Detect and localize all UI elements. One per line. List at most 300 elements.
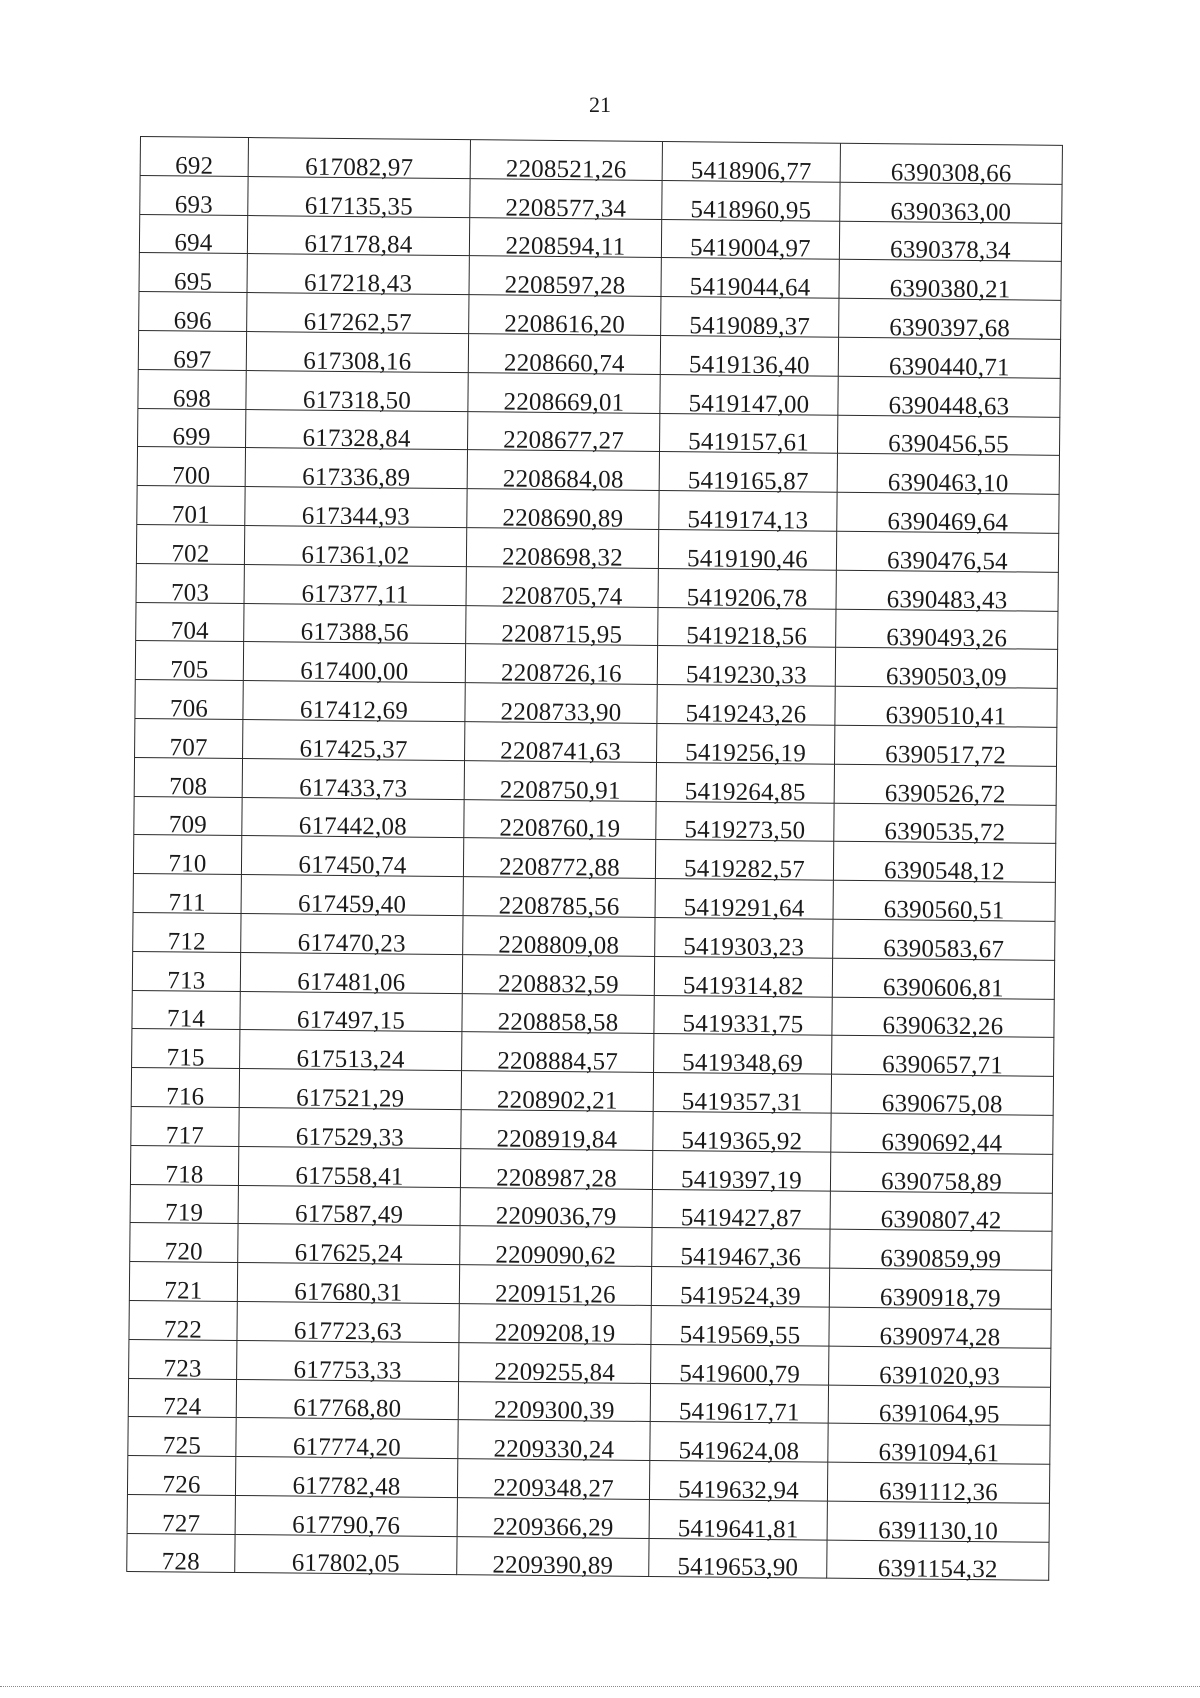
cell-text: 5418960,95 xyxy=(690,195,812,225)
value-cell xyxy=(240,1030,462,1074)
value-cell xyxy=(836,609,1058,653)
cell-text: 2209330,24 xyxy=(493,1435,615,1464)
value-cell xyxy=(833,842,1055,886)
cell-text: 711 xyxy=(168,889,206,917)
cell-text: 2208616,20 xyxy=(504,310,626,339)
cell-text: 2209090,62 xyxy=(495,1241,617,1270)
cell-text: 698 xyxy=(172,384,212,413)
cell-text: 617361,02 xyxy=(301,541,410,570)
value-cell xyxy=(837,415,1059,459)
point-number-cell xyxy=(133,912,241,956)
value-cell xyxy=(470,178,662,223)
value-cell xyxy=(457,1498,649,1542)
cell-text: 617513,24 xyxy=(296,1045,405,1074)
cell-text: 2208741,63 xyxy=(500,737,622,766)
value-cell xyxy=(247,293,469,337)
value-cell xyxy=(828,1385,1050,1429)
cell-text: 726 xyxy=(162,1471,201,1499)
cell-text: 6390758,89 xyxy=(880,1167,1003,1196)
value-cell xyxy=(463,877,655,921)
value-cell xyxy=(463,916,655,960)
cell-text: 6390448,63 xyxy=(888,391,1010,420)
value-cell xyxy=(462,1032,654,1076)
value-cell xyxy=(247,254,469,298)
point-number-cell xyxy=(131,1068,239,1111)
value-cell xyxy=(659,413,837,457)
value-cell xyxy=(466,605,658,650)
cell-text: 6390807,42 xyxy=(880,1206,1002,1235)
value-cell xyxy=(656,762,834,806)
cell-text: 5419174,13 xyxy=(687,506,809,535)
point-number-cell xyxy=(130,1145,238,1189)
cell-text: 706 xyxy=(169,695,209,723)
cell-text: 617082,97 xyxy=(305,153,414,182)
cell-text: 6390308,66 xyxy=(890,159,1012,188)
cell-text: 696 xyxy=(173,307,212,335)
cell-text: 5419314,82 xyxy=(682,971,804,1000)
cell-text: 6390440,71 xyxy=(888,352,1010,382)
cell-text: 5419600,79 xyxy=(679,1359,801,1388)
cell-text: 2208902,21 xyxy=(496,1086,618,1115)
value-cell xyxy=(244,564,466,609)
point-number-cell xyxy=(129,1262,237,1305)
value-cell xyxy=(238,1224,460,1268)
value-cell xyxy=(661,219,839,263)
value-cell xyxy=(660,374,838,419)
cell-text: 617481,06 xyxy=(297,968,406,997)
cell-text: 617425,37 xyxy=(299,735,408,764)
value-cell xyxy=(235,1457,457,1501)
cell-text: 617388,56 xyxy=(300,618,409,647)
value-cell xyxy=(460,1148,652,1193)
value-cell xyxy=(242,758,464,803)
value-cell xyxy=(464,799,656,843)
value-cell xyxy=(835,725,1057,770)
value-cell xyxy=(458,1381,650,1425)
cell-text: 2208772,88 xyxy=(498,853,620,882)
cell-text: 617802,05 xyxy=(291,1550,400,1579)
cell-text: 6391112,36 xyxy=(878,1478,999,1507)
value-cell xyxy=(653,1073,831,1117)
value-cell xyxy=(831,1074,1053,1119)
value-cell xyxy=(836,570,1058,614)
cell-text: 2209300,39 xyxy=(493,1396,615,1425)
value-cell xyxy=(661,258,839,302)
value-cell xyxy=(828,1423,1050,1468)
value-cell xyxy=(243,681,465,725)
cell-text: 715 xyxy=(166,1044,205,1072)
cell-text: 2209390,89 xyxy=(492,1551,614,1581)
bottom-divider xyxy=(0,1686,1200,1687)
cell-text: 617625,24 xyxy=(294,1239,403,1268)
cell-text: 5419230,33 xyxy=(685,661,807,690)
value-cell xyxy=(833,919,1055,964)
cell-text: 617782,48 xyxy=(292,1472,401,1501)
cell-text: 2208597,28 xyxy=(504,271,626,300)
cell-text: 2208521,26 xyxy=(505,155,627,184)
cell-text: 617412,69 xyxy=(299,696,409,725)
value-cell xyxy=(839,298,1061,343)
value-cell xyxy=(459,1342,651,1387)
cell-text: 6390503,09 xyxy=(885,663,1007,692)
value-cell xyxy=(830,1152,1052,1196)
value-cell xyxy=(827,1462,1049,1507)
point-number-cell xyxy=(139,292,247,335)
cell-text: 617178,84 xyxy=(304,230,413,260)
cell-text: 5419632,94 xyxy=(678,1476,800,1505)
value-cell xyxy=(655,879,833,923)
cell-text: 2208669,01 xyxy=(503,388,625,417)
value-cell xyxy=(242,797,464,841)
point-number-cell xyxy=(132,990,240,1033)
cell-text: 6390974,28 xyxy=(879,1322,1001,1352)
cell-text: 6390463,10 xyxy=(887,469,1009,498)
value-cell xyxy=(235,1495,457,1540)
cell-text: 6390675,08 xyxy=(881,1090,1003,1119)
value-cell xyxy=(246,332,468,376)
point-number-cell xyxy=(134,757,242,801)
cell-text: 728 xyxy=(161,1548,200,1577)
value-cell xyxy=(662,180,840,225)
cell-text: 2209255,84 xyxy=(494,1357,616,1387)
cell-text: 6390517,72 xyxy=(885,740,1007,770)
value-cell xyxy=(466,528,658,572)
value-cell xyxy=(652,1189,830,1233)
cell-text: 695 xyxy=(173,268,213,296)
value-cell xyxy=(838,376,1060,420)
point-number-cell xyxy=(127,1533,235,1577)
value-cell xyxy=(829,1268,1051,1313)
cell-text: 6390606,81 xyxy=(882,973,1004,1002)
cell-text: 5419190,46 xyxy=(686,545,808,574)
value-cell xyxy=(238,1185,460,1229)
value-cell xyxy=(655,917,833,962)
cell-text: 617790,76 xyxy=(292,1511,401,1540)
cell-text: 6391020,93 xyxy=(879,1361,1001,1390)
value-cell xyxy=(657,723,835,768)
cell-text: 2208760,19 xyxy=(499,814,621,843)
value-cell xyxy=(458,1420,650,1464)
value-cell xyxy=(248,176,470,221)
cell-text: 6390548,12 xyxy=(883,857,1005,886)
cell-text: 2208919,84 xyxy=(496,1125,618,1154)
point-number-cell xyxy=(127,1456,235,1499)
cell-text: 6390493,26 xyxy=(886,624,1008,653)
value-cell xyxy=(651,1305,829,1350)
cell-text: 5419291,64 xyxy=(683,894,805,923)
point-number-cell xyxy=(135,680,243,723)
point-number-cell xyxy=(130,1184,238,1227)
value-cell xyxy=(837,454,1059,498)
point-number-cell xyxy=(132,951,240,995)
value-cell xyxy=(832,1036,1054,1080)
cell-text: 617135,35 xyxy=(304,192,413,221)
coordinates-table xyxy=(126,136,1063,1584)
cell-text: 617400,00 xyxy=(300,657,409,686)
cell-text: 5419004,97 xyxy=(689,234,811,263)
value-cell xyxy=(662,142,840,186)
point-number-cell xyxy=(136,563,244,607)
cell-text: 694 xyxy=(174,229,213,258)
cell-text: 5419624,08 xyxy=(678,1437,800,1466)
cell-text: 617433,73 xyxy=(299,774,408,803)
cell-text: 5419467,36 xyxy=(680,1243,802,1272)
value-cell xyxy=(463,838,655,882)
point-number-cell xyxy=(135,718,243,762)
point-number-cell xyxy=(137,486,245,529)
cell-text: 701 xyxy=(171,501,211,529)
cell-text: 721 xyxy=(164,1277,203,1305)
point-number-cell xyxy=(135,641,243,684)
cell-text: 2208677,27 xyxy=(503,426,625,456)
value-cell xyxy=(654,956,832,1000)
cell-text: 710 xyxy=(168,850,207,878)
value-cell xyxy=(240,952,462,997)
cell-text: 6390526,72 xyxy=(884,779,1006,808)
point-number-cell xyxy=(139,253,247,296)
cell-text: 2208705,74 xyxy=(501,582,623,611)
cell-text: 5419569,55 xyxy=(679,1320,801,1350)
value-cell xyxy=(840,182,1062,226)
cell-text: 707 xyxy=(169,734,208,762)
value-cell xyxy=(240,991,462,1035)
value-cell xyxy=(658,568,836,612)
cell-text: 617344,93 xyxy=(301,502,411,531)
cell-text: 617336,89 xyxy=(302,463,411,492)
cell-text: 716 xyxy=(166,1083,205,1111)
cell-text: 2208785,56 xyxy=(498,892,620,921)
cell-text: 617723,63 xyxy=(293,1317,403,1346)
value-cell xyxy=(468,411,660,456)
value-cell xyxy=(467,489,659,533)
cell-text: 5419273,50 xyxy=(684,816,806,845)
value-cell xyxy=(829,1307,1051,1352)
cell-text: 2208987,28 xyxy=(496,1163,618,1193)
cell-text: 2208594,11 xyxy=(505,232,626,262)
value-cell xyxy=(652,1228,830,1272)
cell-text: 5418906,77 xyxy=(690,157,812,186)
point-number-cell xyxy=(136,524,244,568)
cell-text: 6390692,44 xyxy=(881,1128,1003,1158)
point-number-cell xyxy=(140,175,248,219)
cell-text: 617558,41 xyxy=(295,1162,404,1191)
cell-text: 6390560,51 xyxy=(883,896,1005,925)
value-cell xyxy=(653,1111,831,1156)
value-cell xyxy=(241,913,463,958)
value-cell xyxy=(827,1540,1049,1584)
cell-text: 5419427,87 xyxy=(680,1204,802,1233)
point-number-cell xyxy=(138,408,246,452)
value-cell xyxy=(238,1146,460,1191)
cell-text: 2208858,58 xyxy=(497,1008,619,1037)
value-cell xyxy=(243,719,465,764)
cell-text: 723 xyxy=(163,1354,202,1383)
cell-text: 5419136,40 xyxy=(688,351,810,380)
value-cell xyxy=(650,1383,828,1427)
value-cell xyxy=(650,1422,828,1466)
cell-text: 725 xyxy=(162,1432,202,1460)
cell-text: 6390657,71 xyxy=(882,1051,1004,1080)
cell-text: 5419264,85 xyxy=(684,777,806,806)
value-cell xyxy=(657,685,835,729)
value-cell xyxy=(470,140,662,184)
point-number-cell xyxy=(138,330,246,374)
cell-text: 705 xyxy=(170,656,209,684)
value-cell xyxy=(654,1034,832,1078)
value-cell xyxy=(460,1187,652,1231)
cell-text: 2208809,08 xyxy=(498,931,620,960)
cell-text: 712 xyxy=(167,928,206,956)
cell-text: 2209151,26 xyxy=(494,1280,616,1309)
cell-text: 617450,74 xyxy=(298,851,407,880)
cell-text: 718 xyxy=(165,1160,204,1189)
cell-text: 5419348,69 xyxy=(682,1049,804,1078)
value-cell xyxy=(469,295,661,339)
value-cell xyxy=(236,1418,458,1462)
value-cell xyxy=(833,880,1055,925)
value-cell xyxy=(248,138,470,182)
value-cell xyxy=(834,764,1056,808)
cell-text: 717 xyxy=(165,1122,205,1150)
cell-text: 5419218,56 xyxy=(686,622,808,651)
cell-text: 2208726,16 xyxy=(500,659,622,688)
cell-text: 617529,33 xyxy=(295,1123,405,1152)
value-cell xyxy=(839,260,1061,304)
point-number-cell xyxy=(133,835,241,878)
point-number-cell xyxy=(136,602,244,646)
cell-text: 6390583,67 xyxy=(883,934,1005,964)
cell-text: 722 xyxy=(163,1315,203,1344)
value-cell xyxy=(834,803,1056,847)
cell-text: 6390476,54 xyxy=(886,546,1008,576)
cell-text: 5419165,87 xyxy=(687,467,809,496)
cell-text: 6390456,55 xyxy=(888,430,1010,459)
value-cell xyxy=(462,993,654,1037)
cell-text: 714 xyxy=(166,1005,206,1033)
value-cell xyxy=(237,1340,459,1385)
point-number-cell xyxy=(132,1029,240,1072)
cell-text: 709 xyxy=(168,811,208,840)
cell-text: 6390859,99 xyxy=(880,1245,1002,1274)
point-number-cell xyxy=(137,447,245,490)
cell-text: 2209036,79 xyxy=(495,1202,617,1231)
value-cell xyxy=(465,722,657,766)
value-cell xyxy=(659,491,837,535)
cell-text: 617680,31 xyxy=(294,1278,403,1307)
value-cell xyxy=(245,487,467,531)
cell-text: 5419331,75 xyxy=(682,1010,804,1039)
value-cell xyxy=(831,1113,1053,1158)
value-cell xyxy=(457,1536,649,1581)
value-cell xyxy=(658,529,836,574)
cell-text: 617218,43 xyxy=(303,269,413,298)
cell-text: 6391094,61 xyxy=(878,1439,1000,1468)
cell-text: 617587,49 xyxy=(294,1200,404,1229)
cell-text: 5419524,39 xyxy=(679,1282,801,1311)
cell-text: 6390510,41 xyxy=(885,702,1007,731)
cell-text: 5419617,71 xyxy=(678,1398,800,1427)
value-cell xyxy=(236,1379,458,1423)
value-cell xyxy=(239,1107,461,1152)
value-cell xyxy=(239,1069,461,1113)
cell-text: 693 xyxy=(174,190,214,219)
value-cell xyxy=(457,1459,649,1503)
value-cell xyxy=(835,686,1057,731)
cell-text: 617262,57 xyxy=(303,308,412,337)
value-cell xyxy=(657,646,835,690)
value-cell xyxy=(237,1263,459,1307)
point-number-cell xyxy=(133,874,241,917)
cell-text: 6391154,32 xyxy=(877,1555,998,1584)
value-cell xyxy=(838,337,1060,382)
cell-text: 2208715,95 xyxy=(501,620,623,650)
cell-text: 617768,80 xyxy=(293,1394,402,1423)
point-number-cell xyxy=(127,1494,235,1538)
value-cell xyxy=(243,642,465,686)
cell-text: 617774,20 xyxy=(292,1433,402,1462)
cell-text: 617497,15 xyxy=(296,1006,406,1035)
value-cell xyxy=(465,644,657,688)
value-cell xyxy=(832,997,1054,1041)
cell-text: 617308,16 xyxy=(303,347,412,376)
cell-text: 6390363,00 xyxy=(890,197,1012,226)
cell-text: 2209366,29 xyxy=(492,1513,614,1542)
value-cell xyxy=(241,875,463,919)
cell-text: 6391064,95 xyxy=(878,1400,1000,1429)
value-cell xyxy=(467,450,659,494)
cell-text: 2208577,34 xyxy=(505,194,627,223)
cell-text: 5419256,19 xyxy=(685,739,807,768)
value-cell xyxy=(658,607,836,651)
cell-text: 6390483,43 xyxy=(886,585,1008,614)
value-cell xyxy=(459,1304,651,1348)
cell-text: 617459,40 xyxy=(297,890,407,919)
cell-text: 5419303,23 xyxy=(683,932,805,962)
value-cell xyxy=(654,995,832,1039)
cell-text: 617521,29 xyxy=(296,1084,405,1113)
cell-text: 713 xyxy=(167,966,206,995)
value-cell xyxy=(245,448,467,492)
value-cell xyxy=(247,215,469,260)
point-number-cell xyxy=(131,1106,239,1150)
value-cell xyxy=(246,370,468,415)
cell-text: 719 xyxy=(164,1199,204,1227)
value-cell xyxy=(468,334,660,378)
point-number-cell xyxy=(128,1417,236,1460)
value-cell xyxy=(244,525,466,570)
cell-text: 5419243,26 xyxy=(685,700,807,729)
cell-text: 5419089,37 xyxy=(689,312,811,341)
cell-text: 2209208,19 xyxy=(494,1319,616,1348)
value-cell xyxy=(829,1346,1051,1390)
cell-text: 699 xyxy=(172,423,211,452)
cell-text: 5419282,57 xyxy=(683,855,805,884)
value-cell xyxy=(661,297,839,341)
value-cell xyxy=(660,335,838,380)
value-cell xyxy=(827,1501,1049,1545)
value-cell xyxy=(830,1191,1052,1235)
value-cell xyxy=(832,958,1054,1002)
cell-text: 2208660,74 xyxy=(503,349,625,378)
cell-text: 724 xyxy=(163,1393,202,1421)
cell-text: 6390632,26 xyxy=(882,1012,1004,1041)
point-number-cell xyxy=(140,137,248,180)
cell-text: 727 xyxy=(161,1509,201,1538)
point-number-cell xyxy=(129,1339,237,1383)
cell-text: 720 xyxy=(164,1238,203,1266)
cell-text: 700 xyxy=(172,462,211,490)
cell-text: 6390918,79 xyxy=(879,1284,1001,1313)
